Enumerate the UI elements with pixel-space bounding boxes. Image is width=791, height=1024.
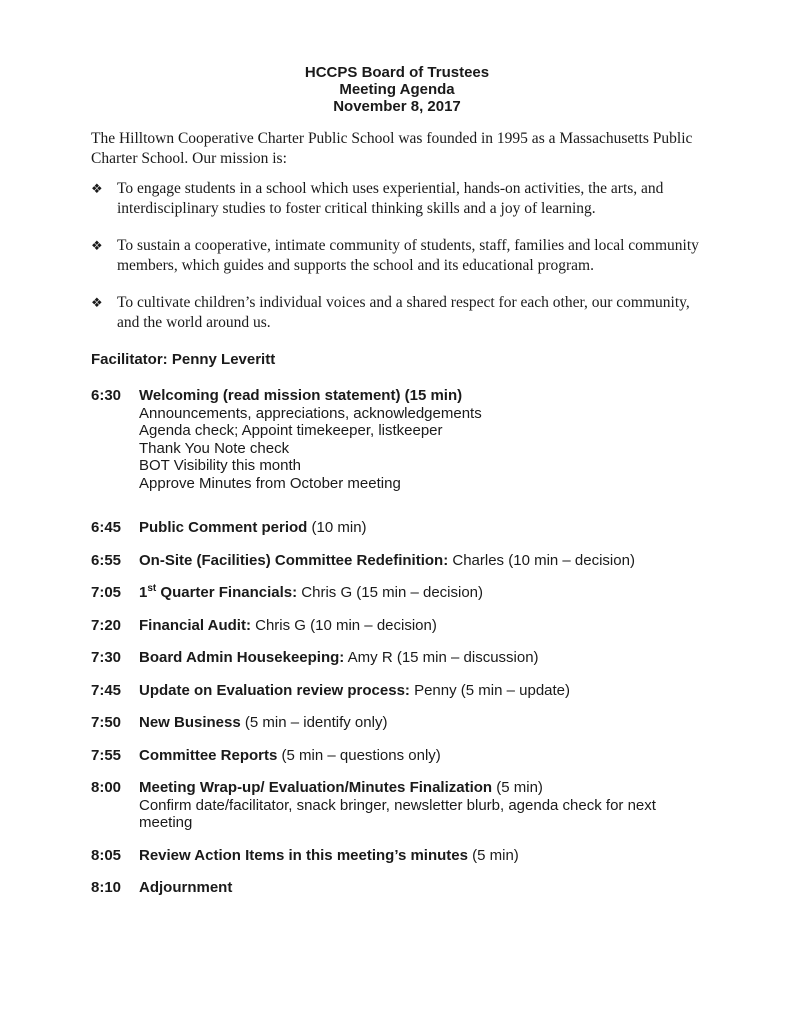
doc-title-date: November 8, 2017 xyxy=(333,98,461,115)
agenda-time: 6:45 xyxy=(91,519,122,536)
agenda-item xyxy=(91,617,703,635)
mission-bullet xyxy=(91,179,703,219)
agenda-title-line xyxy=(139,747,703,765)
agenda-text-segment: Welcoming (read mission statement) (15 min) xyxy=(139,387,463,404)
agenda-title-line xyxy=(139,617,703,635)
agenda-item xyxy=(91,747,703,765)
agenda-content xyxy=(139,879,703,897)
agenda-text-segment: On-Site (Facilities) Committee Redefinition: xyxy=(139,551,449,569)
agenda-item xyxy=(91,847,703,865)
agenda-time: 8:10 xyxy=(91,879,122,896)
agenda-time: 7:55 xyxy=(91,746,122,764)
agenda-item xyxy=(91,584,703,602)
agenda-sub-line: Approve Minutes from October meeting xyxy=(139,474,401,492)
facilitator-line: Facilitator: Penny Leveritt xyxy=(91,351,276,368)
agenda-item xyxy=(91,552,703,570)
agenda-sub-line: BOT Visibility this month xyxy=(139,457,302,474)
agenda-content xyxy=(139,519,703,537)
agenda-item xyxy=(91,387,703,492)
agenda-sub-line: Confirm date/facilitator, snack bringer, newsletter blurb, agenda check for next meeting xyxy=(139,796,656,831)
agenda-time: 7:30 xyxy=(91,649,122,666)
agenda-time: 8:00 xyxy=(91,779,122,796)
agenda-content xyxy=(139,649,703,667)
agenda-title-line xyxy=(139,649,703,667)
agenda-content xyxy=(139,847,703,865)
agenda-sub-line: Thank You Note check xyxy=(139,439,290,457)
agenda-text-segment: Chris G (15 min – decision) xyxy=(297,584,484,601)
agenda-time: 6:30 xyxy=(91,387,122,404)
agenda-text-segment: Committee Reports xyxy=(139,746,278,764)
agenda-item xyxy=(91,649,703,667)
agenda-title-line xyxy=(139,584,703,602)
agenda-text-segment: (5 min) xyxy=(492,779,543,796)
agenda-text-segment: 1 xyxy=(139,584,148,601)
agenda-text-segment: Meeting Wrap-up/ Evaluation/Minutes Finalization xyxy=(139,779,493,796)
agenda-title-line xyxy=(139,682,703,700)
agenda-list xyxy=(91,387,703,897)
mission-bullet xyxy=(91,236,703,276)
agenda-title-line xyxy=(139,714,703,732)
agenda-item xyxy=(91,879,703,897)
agenda-time: 7:20 xyxy=(91,616,122,634)
agenda-sub-line: Announcements, appreciations, acknowledgements xyxy=(139,404,482,422)
agenda-text-segment: Board Admin Housekeeping: xyxy=(139,649,345,666)
agenda-content xyxy=(139,682,703,700)
diamond-bullet-icon: ❖ xyxy=(91,239,103,254)
agenda-title-line xyxy=(139,847,703,865)
agenda-text-segment: Adjournment xyxy=(139,879,233,896)
agenda-text-segment: st xyxy=(147,583,157,594)
mission-bullet-list xyxy=(91,179,703,333)
intro-paragraph: The Hilltown Cooperative Charter Public School was founded in 1995 as a Massachusetts Public Charter School. Our mission is: xyxy=(91,130,693,167)
agenda-time: 6:55 xyxy=(91,551,122,569)
agenda-content xyxy=(139,747,703,765)
agenda-content xyxy=(139,714,703,732)
diamond-bullet-icon: ❖ xyxy=(91,296,103,311)
agenda-title-line xyxy=(139,779,703,797)
agenda-time: 7:50 xyxy=(91,714,122,731)
agenda-content xyxy=(139,552,703,570)
agenda-title-line xyxy=(139,879,703,897)
agenda-text-segment: (5 min) xyxy=(467,846,519,864)
agenda-sub-line: Agenda check; Appoint timekeeper, listkeeper xyxy=(139,422,443,439)
agenda-title-line xyxy=(139,552,703,570)
doc-title-org: HCCPS Board of Trustees xyxy=(304,64,490,81)
agenda-text-segment: New Business xyxy=(139,714,241,731)
agenda-text-segment: Charles (10 min – decision) xyxy=(448,551,635,569)
agenda-item xyxy=(91,682,703,700)
agenda-content xyxy=(139,387,703,492)
agenda-content xyxy=(139,617,703,635)
agenda-time: 7:45 xyxy=(91,681,122,699)
agenda-content xyxy=(139,584,703,602)
agenda-text-segment: Penny (5 min – update) xyxy=(409,681,571,699)
doc-title-type: Meeting Agenda xyxy=(339,81,455,98)
agenda-text-segment: Public Comment period xyxy=(139,519,308,536)
agenda-text-segment: Review Action Items in this meeting’s minutes xyxy=(139,846,468,864)
mission-bullet-text: To sustain a cooperative, intimate community of students, staff, families and local community members, which guides and supports the school and its educational program. xyxy=(117,237,699,274)
agenda-text-segment: Amy R (15 min – discussion) xyxy=(344,649,539,666)
agenda-text-segment: (5 min – identify only) xyxy=(240,714,388,731)
agenda-text-segment: Financial Audit: xyxy=(139,616,251,634)
mission-bullet xyxy=(91,293,703,333)
agenda-text-segment: Chris G (10 min – decision) xyxy=(250,616,437,634)
document-header xyxy=(91,64,703,115)
agenda-item xyxy=(91,779,703,832)
agenda-item xyxy=(91,519,703,537)
agenda-text-segment: Update on Evaluation review process: xyxy=(139,681,410,699)
agenda-title-line xyxy=(139,519,703,537)
agenda-time: 8:05 xyxy=(91,846,122,864)
agenda-text-segment: (5 min – questions only) xyxy=(277,746,441,764)
agenda-item xyxy=(91,714,703,732)
diamond-bullet-icon: ❖ xyxy=(91,182,103,197)
agenda-text-segment: (10 min) xyxy=(307,519,367,536)
agenda-content xyxy=(139,779,703,832)
agenda-text-segment: Quarter Financials: xyxy=(156,584,298,601)
agenda-time: 7:05 xyxy=(91,584,122,601)
mission-bullet-text: To cultivate children’s individual voices and a shared respect for each other, our community, and the world around us. xyxy=(117,294,690,331)
mission-bullet-text: To engage students in a school which uses experiential, hands-on activities, the arts, and interdisciplinary studies to foster critical thinking skills and a joy of learning. xyxy=(117,180,664,217)
agenda-title-line xyxy=(139,387,703,405)
